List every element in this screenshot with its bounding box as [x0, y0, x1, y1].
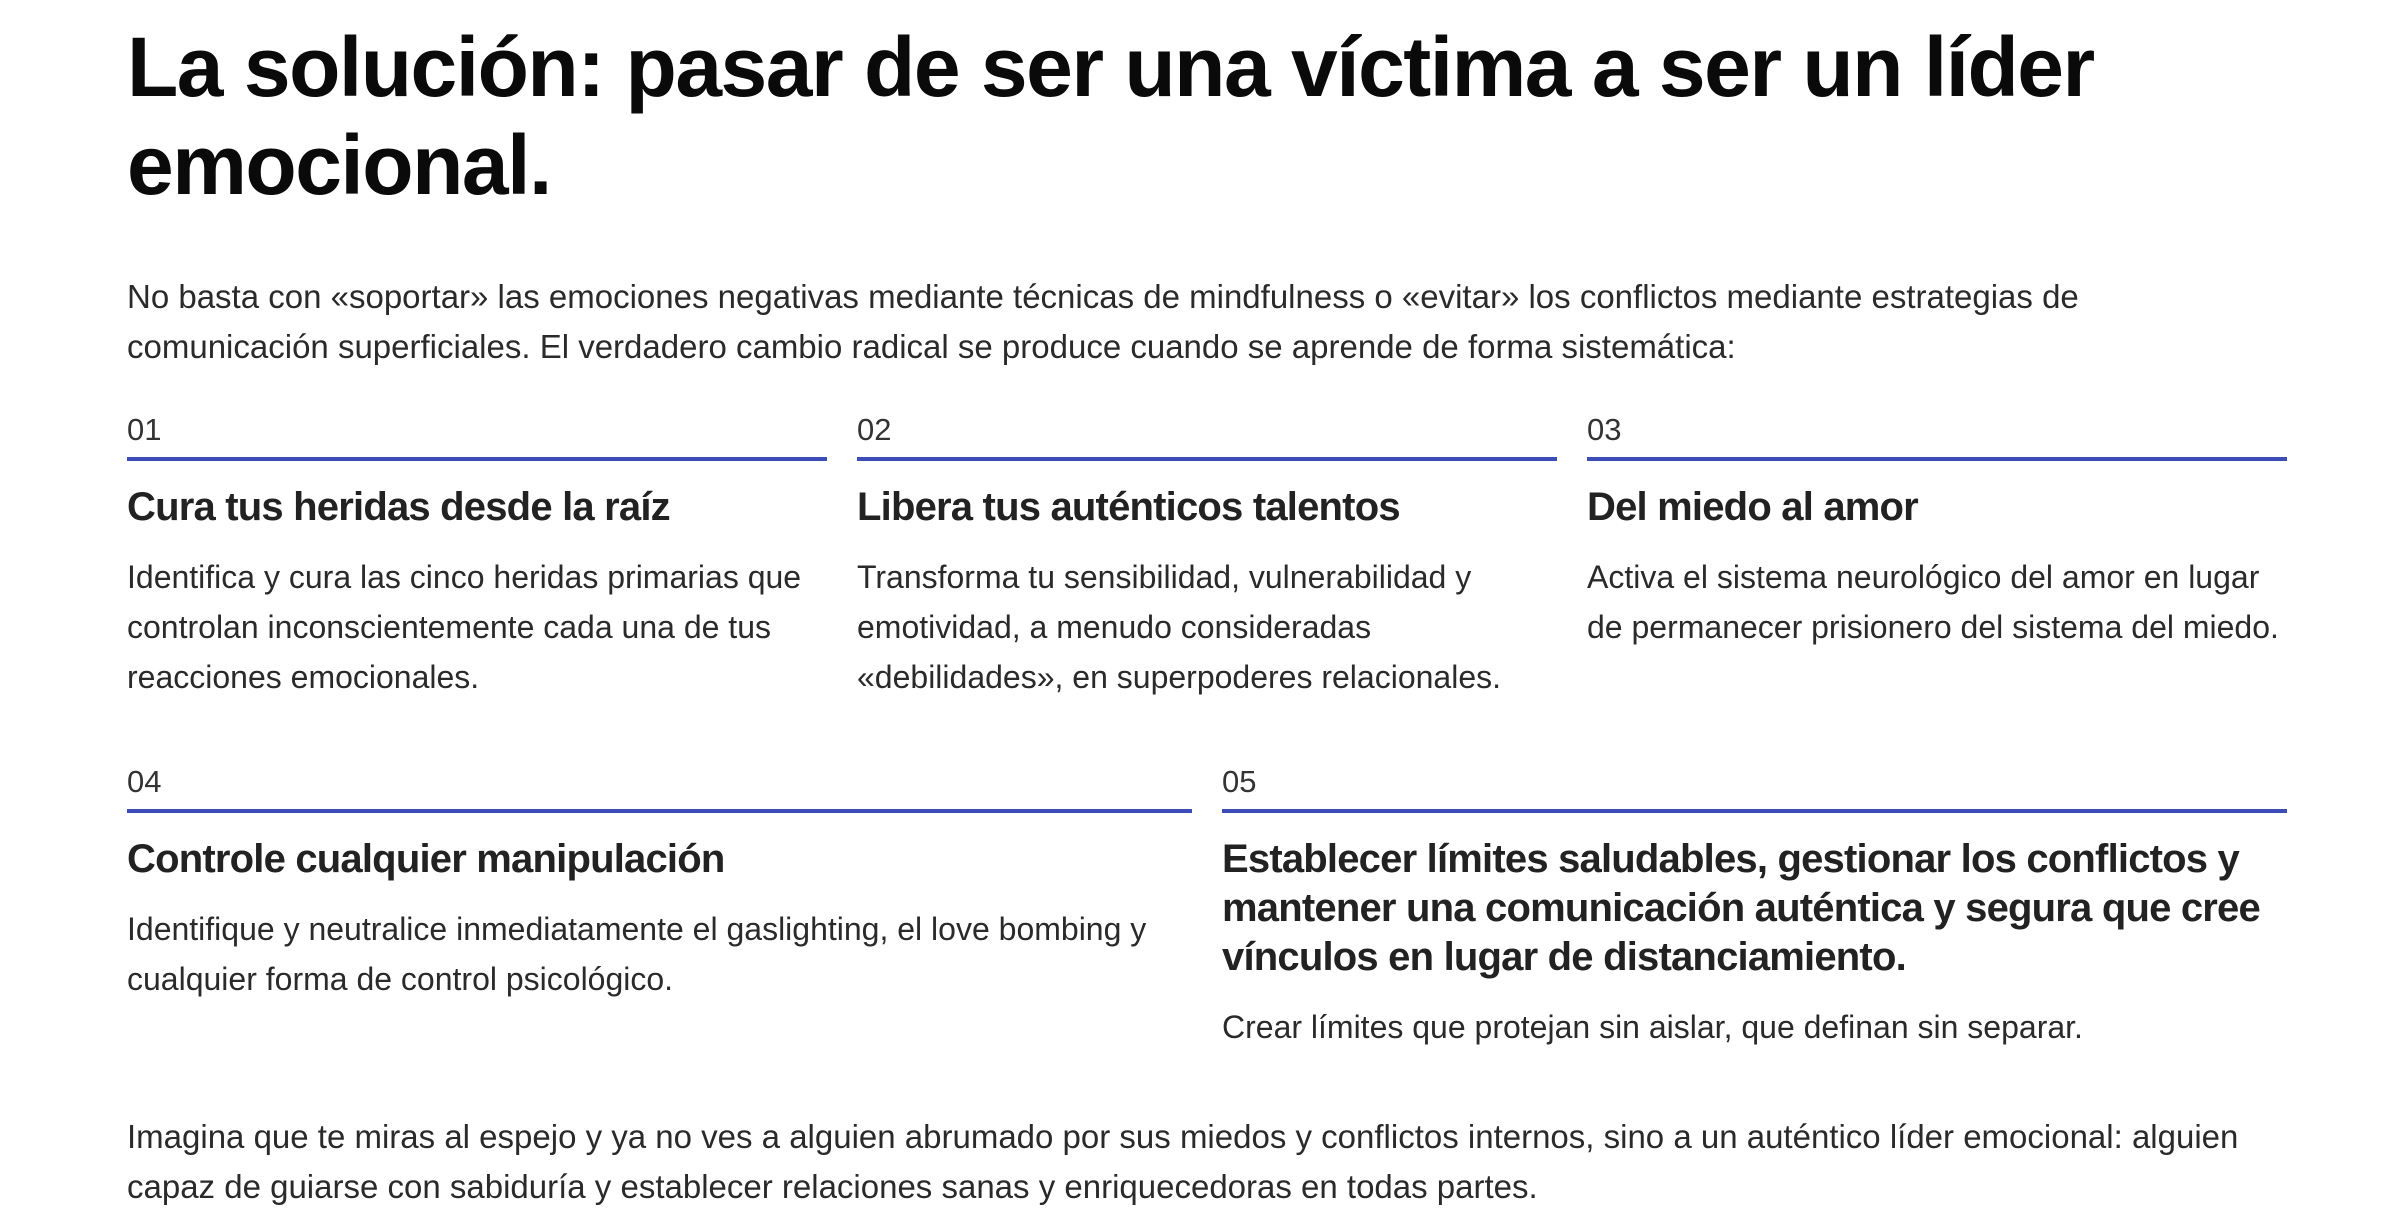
step-description: Transforma tu sensibilidad, vulnerabilidad y emotividad, a menudo consideradas «debilidades», en superpoderes relacionales.	[857, 559, 1501, 695]
page-title: La solución: pasar de ser una víctima a ser un líder emocional.	[127, 20, 2094, 212]
steps-row-2	[127, 762, 2287, 1052]
steps-row-1	[127, 410, 2287, 702]
step-title: Cura tus heridas desde la raíz	[127, 485, 670, 529]
closing-paragraph: Imagina que te miras al espejo y ya no ves a alguien abrumado por sus miedos y conflictos internos, sino a un auténtico líder emocional: alguien capaz de guiarse con sabiduría y establecer relaciones sanas y enriquecedoras en todas partes.	[127, 1118, 2239, 1205]
step-card-02	[857, 410, 1557, 702]
step-number: 05	[1222, 762, 2287, 813]
step-card-04	[127, 762, 1192, 1052]
step-title: Libera tus auténticos talentos	[857, 485, 1400, 529]
step-title: Controle cualquier manipulación	[127, 837, 725, 881]
step-title: Del miedo al amor	[1587, 485, 1918, 529]
step-title: Establecer límites saludables, gestionar los conflictos y mantener una comunicación auténtica y segura que cree vínculos en lugar de distanciamiento.	[1222, 837, 2260, 979]
step-number: 01	[127, 410, 827, 461]
step-description: Crear límites que protejan sin aislar, que definan sin separar.	[1222, 1009, 2083, 1045]
step-description: Identifique y neutralice inmediatamente el gaslighting, el love bombing y cualquier forma de control psicológico.	[127, 911, 1147, 997]
step-card-03	[1587, 410, 2287, 702]
step-number: 04	[127, 762, 1192, 813]
step-card-05	[1222, 762, 2287, 1052]
step-number: 03	[1587, 410, 2287, 461]
step-number: 02	[857, 410, 1557, 461]
step-card-01	[127, 410, 827, 702]
step-description: Activa el sistema neurológico del amor en lugar de permanecer prisionero del sistema del miedo.	[1587, 559, 2279, 645]
intro-paragraph: No basta con «soportar» las emociones negativas mediante técnicas de mindfulness o «evitar» los conflictos mediante estrategias de comunicación superficiales. El verdadero cambio radical se produce cuando se aprende de forma sistemática:	[127, 278, 2079, 365]
step-description: Identifica y cura las cinco heridas primarias que controlan inconscientemente cada una de tus reacciones emocionales.	[127, 559, 802, 695]
